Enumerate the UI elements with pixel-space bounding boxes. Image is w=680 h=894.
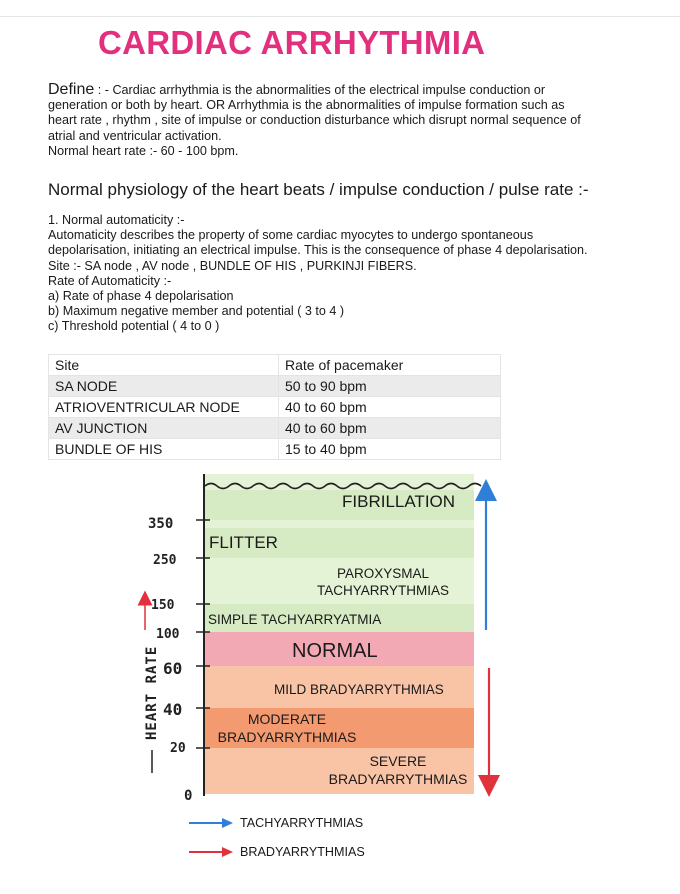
- table-cell-rate: 40 to 60 bpm: [279, 418, 501, 439]
- zone-label-moderate: MODERATE: [247, 711, 327, 727]
- table-row: [49, 418, 501, 439]
- zone-label-severe-2: BRADYARRYTHMIAS: [328, 771, 468, 787]
- tick-label: 250: [153, 553, 177, 568]
- zone-label-normal: NORMAL: [292, 640, 378, 662]
- automaticity-line: Automaticity describes the property of some cardiac myocytes to undergo spontaneous: [48, 228, 534, 243]
- pacemaker-rate-table: [48, 354, 501, 460]
- table-header-row: [49, 355, 501, 376]
- zone-label-fibrillation: FIBRILLATION: [342, 492, 456, 511]
- definition-line-3: heart rate , rhythm , site of impulse or conduction disturbance which disrupt normal sequence of: [48, 113, 581, 128]
- automaticity-section: [48, 213, 648, 335]
- blue-arrow-icon: [188, 817, 234, 829]
- rate-item-b: b) Maximum negative member and potential ( 3 to 4 ): [48, 304, 345, 319]
- legend-label-brady: BRADYARRYTHMIAS: [240, 845, 365, 859]
- definition-line-1: Define : - Cardiac arrhythmia is the abnormalities of the electrical impulse conduction or: [48, 81, 546, 98]
- table-row: [49, 439, 501, 460]
- rate-item-a: a) Rate of phase 4 depolarisation: [48, 289, 234, 304]
- zone-label-paroxysmal: PAROXYSMAL: [336, 566, 430, 581]
- page-title: CARDIAC ARRHYTHMIA: [98, 24, 486, 61]
- table-cell-rate: 15 to 40 bpm: [279, 439, 501, 460]
- definition-paragraph: [48, 82, 648, 159]
- legend-brady: [188, 844, 365, 860]
- red-arrow-icon: [188, 846, 234, 858]
- table-header-rate: Rate of pacemaker: [279, 355, 501, 376]
- table-cell-rate: 50 to 90 bpm: [279, 376, 501, 397]
- normal-heart-rate-line: Normal heart rate :- 60 - 100 bpm.: [48, 143, 239, 158]
- tick-label: 150: [151, 598, 175, 613]
- legend-label-tachy: TACHYARRYTHMIAS: [240, 816, 364, 830]
- table-row: [49, 376, 501, 397]
- tick-label: 350: [148, 516, 174, 532]
- table-cell-site: BUNDLE OF HIS: [49, 439, 279, 460]
- heart-rate-diagram: [0, 460, 680, 805]
- zone-label-moderate-2: BRADYARRYTHMIAS: [217, 729, 357, 745]
- top-divider: [0, 16, 680, 17]
- automaticity-sites: Site :- SA node , AV node , BUNDLE OF HIS , PURKINJI FIBERS.: [48, 258, 417, 273]
- zone-label-severe: SEVERE: [369, 753, 427, 769]
- y-axis-title: HEART RATE: [144, 645, 160, 740]
- tick-label: 100: [156, 627, 180, 642]
- section-heading: Normal physiology of the heart beats / impulse conduction / pulse rate :-: [48, 180, 589, 199]
- zone-label-paroxysmal-2: TACHYARRYTHMIAS: [316, 583, 450, 598]
- table-cell-site: AV JUNCTION: [49, 418, 279, 439]
- table-row: [49, 397, 501, 418]
- table-cell-site: SA NODE: [49, 376, 279, 397]
- automaticity-heading: 1. Normal automaticity :-: [48, 213, 185, 227]
- definition-line-4: atrial and ventricular activation.: [48, 128, 222, 143]
- tick-label: 0: [184, 788, 193, 804]
- zone-label-simple-tachy: SIMPLE TACHYARRYATMIA: [208, 612, 382, 627]
- legend-tachy: [188, 815, 363, 831]
- zone-label-flutter: FLITTER: [209, 533, 278, 552]
- rate-item-c: c) Threshold potential ( 4 to 0 ): [48, 319, 220, 334]
- table-cell-rate: 40 to 60 bpm: [279, 397, 501, 418]
- zone-band: [203, 520, 474, 528]
- automaticity-line: depolarisation, initiating an electrical impulse. This is the consequence of phase 4 depolarisation.: [48, 243, 588, 258]
- tick-label: 20: [170, 741, 186, 756]
- definition-lead: Define: [48, 81, 95, 98]
- table-cell-site: ATRIOVENTRICULAR NODE: [49, 397, 279, 418]
- tick-label: 60: [163, 659, 183, 678]
- rate-of-automaticity-heading: Rate of Automaticity :-: [48, 273, 172, 288]
- definition-line-2: generation or both by heart. OR Arrhythmia is the abnormalities of impulse formation such as: [48, 98, 565, 113]
- table-header-site: Site: [49, 355, 279, 376]
- tick-label: 40: [163, 700, 183, 719]
- zone-label-mild: MILD BRADYARRYTHMIAS: [274, 682, 444, 697]
